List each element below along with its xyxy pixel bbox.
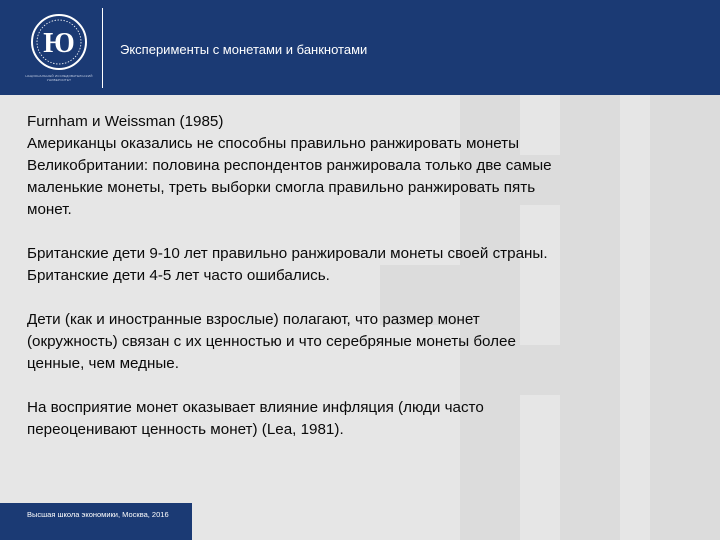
svg-text:Ю: Ю: [43, 28, 75, 59]
header-divider: [102, 8, 103, 88]
footer-band: [0, 503, 192, 540]
text-line: Британские дети 4-5 лет часто ошибались.: [27, 267, 330, 284]
footer-text: Высшая школа экономики, Москва, 2016: [27, 510, 169, 519]
text-line: маленькие монеты, треть выборки смогла правильно ранжировать пять: [27, 179, 536, 196]
paragraph-coin-size: [27, 309, 677, 375]
text-line: монет.: [27, 201, 72, 218]
text-line: Furnham и Weissman (1985): [27, 113, 224, 130]
text-line: Дети (как и иностранные взрослые) полагают, что размер монет: [27, 311, 480, 328]
paragraph-british-children: [27, 243, 677, 287]
slide-text: [27, 111, 677, 463]
paragraph-furnham: [27, 111, 677, 221]
text-line: ценные, чем медные.: [27, 355, 179, 372]
logo-caption: НАЦИОНАЛЬНЫЙ ИССЛЕДОВАТЕЛЬСКИЙ УНИВЕРСИТЕТ: [25, 74, 93, 82]
text-line: (окружность) связан с их ценностью и что серебряные монеты более: [27, 333, 516, 350]
slide-title: Эксперименты с монетами и банкнотами: [120, 42, 368, 57]
text-line: Британские дети 9-10 лет правильно ранжировали монеты своей страны.: [27, 245, 548, 262]
text-line: переоценивают ценность монет) (Lea, 1981).: [27, 421, 344, 438]
text-line: Великобритании: половина респондентов ранжировала только две самые: [27, 157, 552, 174]
text-line: Американцы оказались не способны правильно ранжировать монеты: [27, 135, 520, 152]
paragraph-inflation: [27, 397, 677, 441]
text-line: На восприятие монет оказывает влияние инфляция (люди часто: [27, 399, 484, 416]
header-band: [0, 0, 720, 95]
